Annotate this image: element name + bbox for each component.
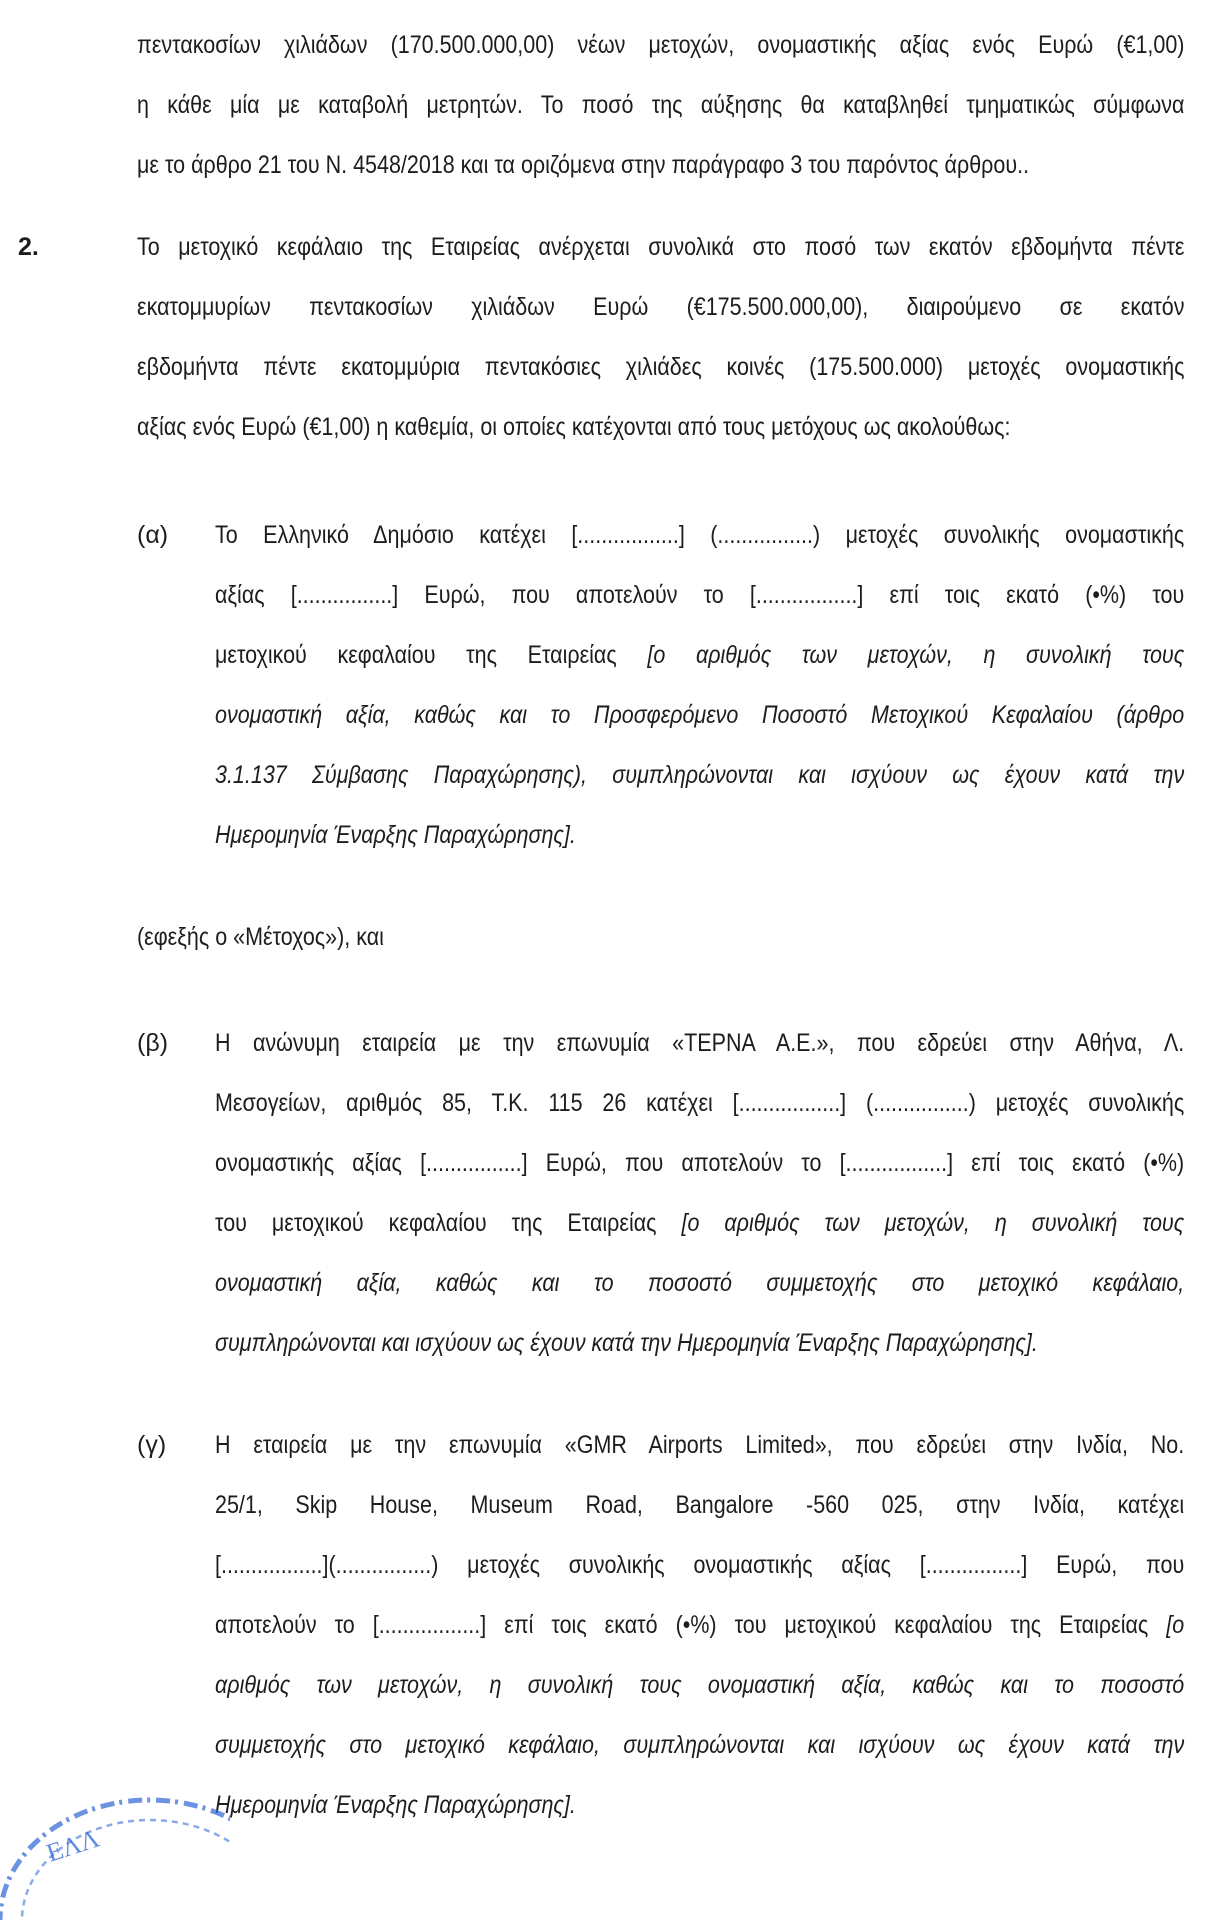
- item-line: Η ανώνυμη εταιρεία με την επωνυμία «ΤΕΡΝΑ Α.Ε.», που εδρεύει στην Αθήνα, Λ.: [215, 1029, 1185, 1057]
- item-line: αριθμός των μετοχών, η συνολική τους ονομαστική αξία, καθώς και το ποσοστό: [215, 1671, 1185, 1699]
- stamp-text: ΕΛΛ: [42, 1823, 103, 1868]
- item-line: Μεσογείων, αριθμός 85, Τ.Κ. 115 26 κατέχει [.................] (................) μετοχές συνολικής: [215, 1089, 1185, 1117]
- item-line: [215, 638, 1184, 672]
- section-line: εβδομήντα πέντε εκατομμύρια πεντακόσιες χιλιάδες κοινές (175.500.000) μετοχές ονομαστικής: [137, 353, 1185, 381]
- section-line: Το μετοχικό κεφάλαιο της Εταιρείας ανέρχεται συνολικά στο ποσό των εκατόν εβδομήντα πέντε: [137, 233, 1185, 261]
- item-line: [215, 1206, 1184, 1240]
- item-line: αξίας [................] Ευρώ, που αποτελούν το [.................] επί τοις εκατό (•%) του: [215, 581, 1185, 609]
- section-line: αξίας ενός Ευρώ (€1,00) η καθεμία, οι οποίες κατέχονται από τους μετόχους ως ακολούθως:: [137, 413, 1011, 441]
- line-text: μετοχικού κεφαλαίου της Εταιρείας: [215, 641, 617, 669]
- intro-line: πεντακοσίων χιλιάδων (170.500.000,00) νέων μετοχών, ονομαστικής αξίας ενός Ευρώ (€1,00): [137, 31, 1185, 59]
- item-line: ονομαστική αξία, καθώς και το Προσφερόμενο Ποσοστό Μετοχικού Κεφαλαίου (άρθρο: [215, 701, 1185, 729]
- item-line: [215, 1608, 1184, 1642]
- intro-line: με το άρθρο 21 του Ν. 4548/2018 και τα οριζόμενα στην παράγραφο 3 του παρόντος άρθρου..: [137, 151, 1030, 179]
- item-line: Ημερομηνία Έναρξης Παραχώρησης].: [215, 821, 576, 849]
- item-line: ονομαστικής αξίας [................] Ευρώ, που αποτελούν το [.................] επί τοις εκατό (•%): [215, 1149, 1185, 1177]
- item-line: Το Ελληνικό Δημόσιο κατέχει [.................] (................) μετοχές συνολικής ονομαστικής: [215, 521, 1185, 549]
- section-line: εκατομμυρίων πεντακοσίων χιλιάδων Ευρώ (€175.500.000,00), διαιρούμενο σε εκατόν: [137, 293, 1185, 321]
- italic-note: [ο: [1166, 1611, 1185, 1639]
- item-line: ονομαστική αξία, καθώς και το ποσοστό συμμετοχής στο μετοχικό κεφάλαιο,: [215, 1269, 1185, 1297]
- item-line: συμμετοχής στο μετοχικό κεφάλαιο, συμπληρώνονται και ισχύουν ως έχουν κατά την: [215, 1731, 1185, 1759]
- official-stamp-icon: [0, 1780, 230, 1920]
- line-text: του μετοχικού κεφαλαίου της Εταιρείας: [215, 1209, 657, 1237]
- item-line: Ημερομηνία Έναρξης Παραχώρησης].: [215, 1791, 576, 1819]
- intro-line: η κάθε μία με καταβολή μετρητών. Το ποσό της αύξησης θα καταβληθεί τμηματικώς σύμφωνα: [137, 91, 1185, 119]
- item-label: (γ): [137, 1431, 167, 1459]
- item-label: (β): [137, 1029, 169, 1057]
- item-line: [.................](................) μετοχές συνολικής ονομαστικής αξίας [................] Ευρώ, που: [215, 1551, 1185, 1579]
- item-line: συμπληρώνονται και ισχύουν ως έχουν κατά την Ημερομηνία Έναρξης Παραχώρησης].: [215, 1329, 1038, 1357]
- line-text: αποτελούν το [.................] επί τοις εκατό (•%) του μετοχικού κεφαλαίου της Εταιρείας: [215, 1611, 1149, 1639]
- item-label: (α): [137, 521, 169, 549]
- hereinafter-note: (εφεξής ο «Μέτοχος»), και: [137, 923, 384, 951]
- section-number: 2.: [18, 233, 39, 261]
- item-line: Η εταιρεία με την επωνυμία «GMR Airports Limited», που εδρεύει στην Ινδία, No.: [215, 1431, 1185, 1459]
- item-line: 3.1.137 Σύμβασης Παραχώρησης), συμπληρώνονται και ισχύουν ως έχουν κατά την: [215, 761, 1185, 789]
- italic-note: [ο αριθμός των μετοχών, η συνολική τους: [647, 641, 1185, 669]
- item-line: 25/1, Skip House, Museum Road, Bangalore -560 025, στην Ινδία, κατέχει: [215, 1491, 1185, 1519]
- italic-note: [ο αριθμός των μετοχών, η συνολική τους: [681, 1209, 1185, 1237]
